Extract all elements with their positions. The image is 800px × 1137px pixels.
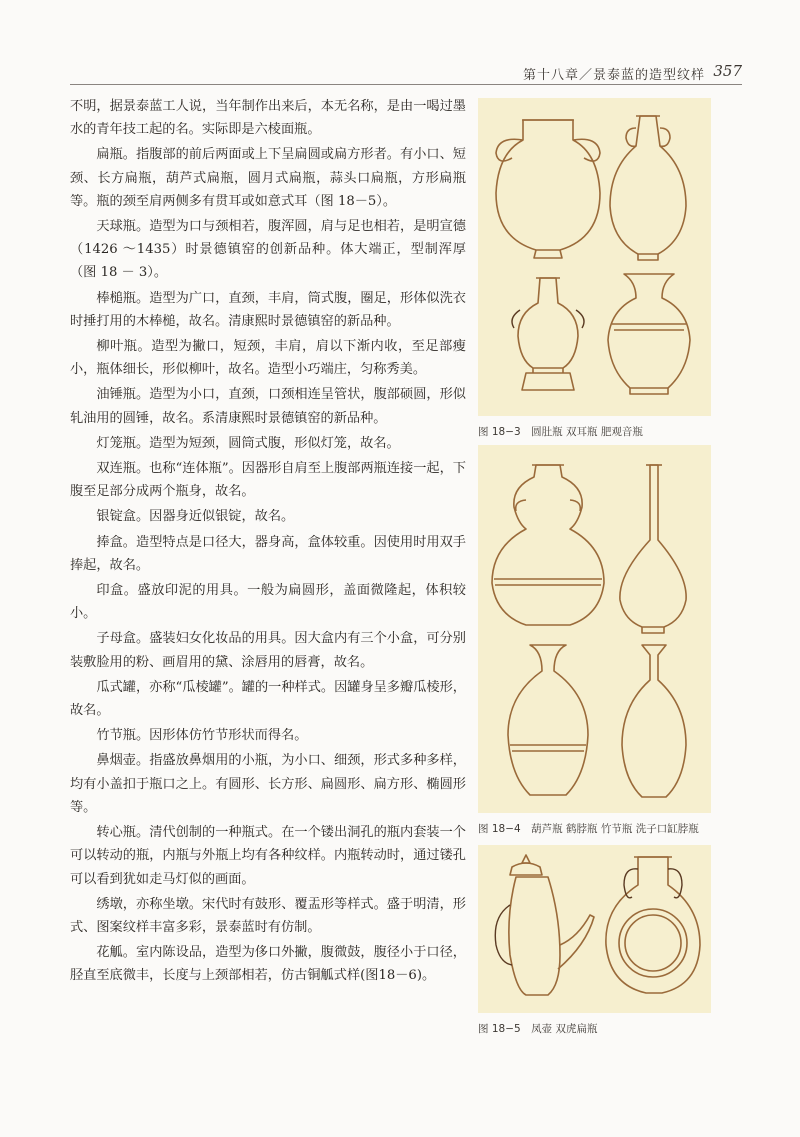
vase-illustration xyxy=(478,845,711,1013)
paragraph: 转心瓶。清代创制的一种瓶式。在一个镂出洞孔的瓶内套装一个可以转动的瓶，内瓶与外瓶上均有各种纹样。内瓶转动时，通过镂孔可以看到犹如走马灯似的画面。 xyxy=(70,825,466,887)
paragraph: 瓜式罐，亦称“瓜棱罐”。罐的一种样式。因罐身呈多瓣瓜棱形，故名。 xyxy=(70,679,466,719)
figure-caption: 图 18−3 圆肚瓶 双耳瓶 肥观音瓶 xyxy=(478,426,643,438)
ornate-vase xyxy=(512,278,584,390)
double-tiger-flat-vase xyxy=(606,857,700,993)
phoenix-ewer xyxy=(495,855,594,995)
paragraph: 双连瓶。也称“连体瓶”。因器形自肩至上腹部两瓶连接一起，下腹至足部分成两个瓶身，故名。 xyxy=(70,461,466,500)
fat-guanyin-vase xyxy=(608,274,690,394)
figure-18-3 xyxy=(478,98,711,416)
paragraph: 不明，据景泰蓝工人说，当年制作出来后，本无名称，是由一喝过墨水的青年技工起的名。实际即是六棱面瓶。 xyxy=(70,99,466,138)
running-header xyxy=(0,62,800,86)
paragraph: 花觚。室内陈设品，造型为侈口外撇，腹微鼓，腹径小于口径，胫直至底微丰，长度与上颈部相若，仿古铜觚式样(图18－6)。 xyxy=(70,945,466,984)
round-belly-vase xyxy=(496,120,600,258)
page-number: 357 xyxy=(713,62,742,80)
figure-18-5 xyxy=(478,845,711,1013)
paragraph: 油锤瓶。造型为小口，直颈，口颈相连呈管状，腹部硕圆，形似轧油用的圆锤，故名。系清康熙时景德镇窑的新品种。 xyxy=(70,387,466,426)
body-text xyxy=(70,95,466,990)
paragraph: 印盒。盛放印泥的用具。一般为扁圆形，盖面微隆起，体积较小。 xyxy=(70,583,466,622)
paragraph: 银锭盒。因器身近似银锭，故名。 xyxy=(96,509,295,525)
bamboo-joint-vase xyxy=(508,645,588,795)
figure-18-4 xyxy=(478,445,711,813)
paragraph: 鼻烟壶。指盛放鼻烟用的小瓶，为小口、细颈，形式多种多样，均有小盖扣于瓶口之上。有圆形、长方形、扁圆形、扁方形、椭圆形等。 xyxy=(70,753,466,815)
gourd-vase xyxy=(492,465,604,625)
figure-caption: 图 18−5 凤壶 双虎扁瓶 xyxy=(478,1023,598,1035)
figure-caption: 图 18−4 葫芦瓶 鹤脖瓶 竹节瓶 洗子口缸脖瓶 xyxy=(478,823,699,835)
vase-illustration xyxy=(478,98,711,416)
double-handle-vase xyxy=(610,116,686,260)
vase-illustration xyxy=(478,445,711,813)
paragraph: 绣墩，亦称坐墩。宋代时有鼓形、覆盂形等样式。盛于明清，形式、图案纹样丰富多彩，景泰蓝时有仿制。 xyxy=(70,896,466,935)
paragraph: 捧盒。造型特点是口径大，器身高，盒体较重。因使用时用双手捧起，故名。 xyxy=(70,534,466,573)
paragraph: 天球瓶。造型为口与颈相若，腹浑圆，肩与足也相若，是明宣德（1426 ～1435）时景德镇窑的创新品种。体大端正，型制浑厚（图 18 － 3）。 xyxy=(70,219,466,281)
paragraph: 灯笼瓶。造型为短颈，圆筒式腹，形似灯笼，故名。 xyxy=(96,435,400,451)
crane-neck-vase xyxy=(620,465,686,633)
paragraph: 扁瓶。指腹部的前后两面或上下呈扁圆或扁方形者。有小口、短颈、长方扁瓶，葫芦式扁瓶，圆月式扁瓶，蒜头口扁瓶，方形扁瓶等。瓶的颈至肩两侧多有贯耳或如意式耳（图 18－5）。 xyxy=(70,147,466,209)
chapter-title: 第十八章／景泰蓝的造型纹样 xyxy=(522,68,705,83)
washbasin-mouth-vase xyxy=(622,645,686,797)
header-rule xyxy=(70,84,742,85)
paragraph: 子母盒。盛装妇女化妆品的用具。因大盒内有三个小盒，可分别装敷脸用的粉、画眉用的黛、涂唇用的唇膏，故名。 xyxy=(70,631,466,670)
paragraph: 棒槌瓶。造型为广口，直颈，丰肩，筒式腹，圈足，形体似洗衣时捶打用的木棒槌，故名。清康熙时景德镇窑的新品种。 xyxy=(70,290,466,329)
paragraph: 柳叶瓶。造型为撇口，短颈，丰肩，肩以下渐内收，至足部瘦小，瓶体细长，形似柳叶，故名。造型小巧端庄，匀称秀美。 xyxy=(70,339,466,378)
paragraph: 竹节瓶。因形体仿竹节形状而得名。 xyxy=(96,728,308,744)
